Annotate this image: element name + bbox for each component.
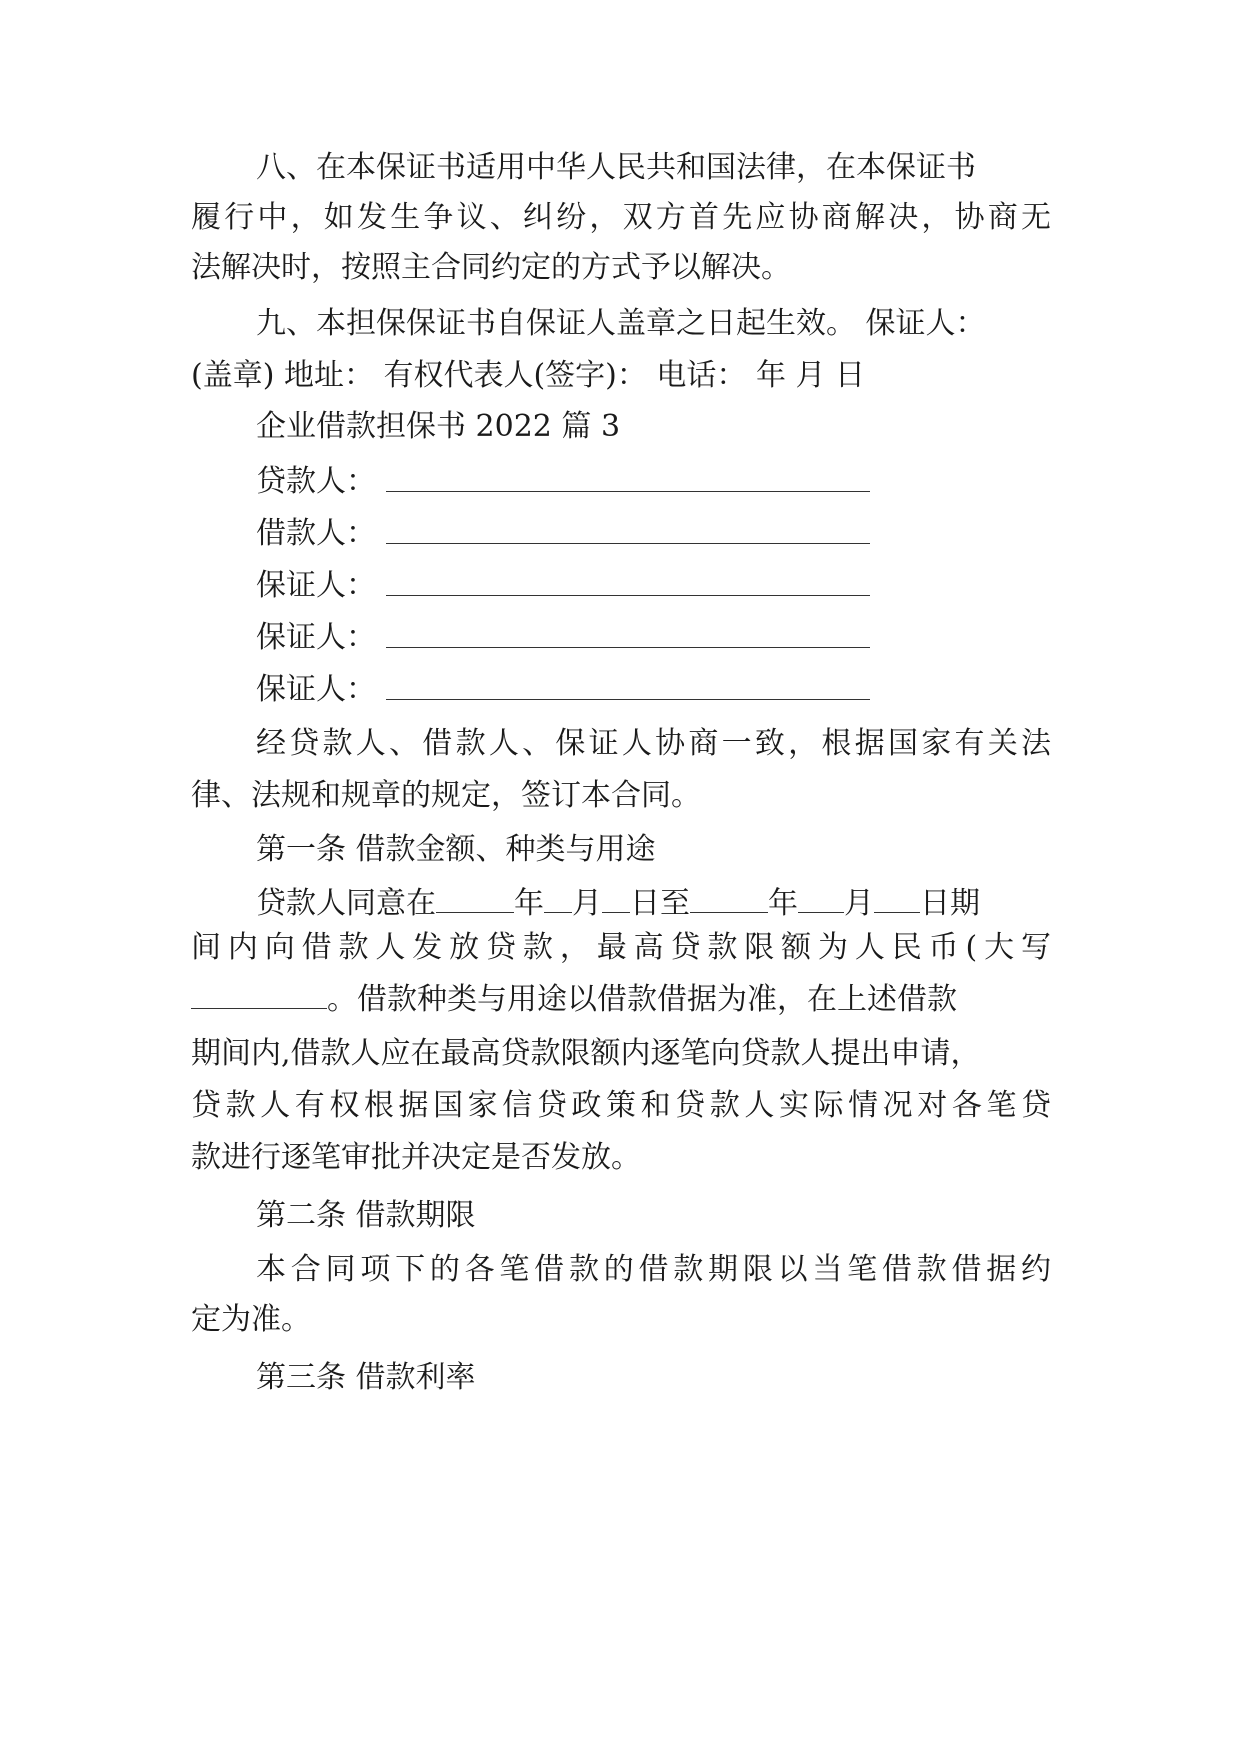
period-nian-1: 年 [514, 886, 544, 921]
blank-month-1 [544, 882, 572, 913]
party-row [256, 614, 1051, 662]
article-two-line-2: 定为准。 [191, 1302, 311, 1337]
blank-year-1 [436, 882, 514, 913]
blank-day-1 [602, 882, 630, 913]
blank-year-2 [690, 882, 768, 913]
intro-line-1: 经贷款人、借款人、保证人协商一致，根据国家有关法 [256, 726, 1051, 761]
blank-day-2 [874, 882, 920, 913]
paragraph-eight-line-2: 履行中，如发生争议、纠纷，双方首先应协商解决，协商无 [191, 200, 1051, 235]
party-blank-guarantor-3 [386, 699, 870, 700]
party-label-lender: 贷款人： [256, 464, 376, 499]
article-one-heading: 第一条 借款金额、种类与用途 [256, 832, 656, 867]
period-prefix: 贷款人同意在 [256, 886, 436, 921]
signature-line: (盖章) 地址： 有权代表人(签字)： 电话： 年 月 日 [191, 358, 866, 393]
paragraph-eight-line-1: 八、在本保证书适用中华人民共和国法律，在本保证书 [256, 150, 976, 185]
party-label-guarantor-1: 保证人： [256, 568, 376, 603]
document-title: 企业借款担保书 2022 篇 3 [256, 409, 621, 444]
article-one-line-4: 期间内,借款人应在最高贷款限额内逐笔向贷款人提出申请， [191, 1036, 981, 1071]
period-yue-2: 月 [844, 886, 874, 921]
party-blank-borrower [386, 543, 870, 544]
party-row [256, 562, 1051, 610]
article-one-line-3-text: 。借款种类与用途以借款借据为准，在上述借款 [327, 982, 957, 1017]
party-row [256, 458, 1051, 506]
article-two-line-1: 本合同项下的各笔借款的借款期限以当笔借款借据约 [256, 1252, 1051, 1287]
article-two-heading: 第二条 借款期限 [256, 1198, 476, 1233]
party-label-guarantor-3: 保证人： [256, 672, 376, 707]
article-one-line-2: 间内向借款人发放贷款，最高贷款限额为人民币(大写 [191, 930, 1051, 965]
party-blank-guarantor-1 [386, 595, 870, 596]
party-blank-guarantor-2 [386, 647, 870, 648]
party-blank-lender [386, 491, 870, 492]
period-ri-zhi: 日至 [630, 886, 690, 921]
period-line [256, 880, 1051, 928]
party-label-guarantor-2: 保证人： [256, 620, 376, 655]
article-one-line-3 [191, 976, 1051, 1024]
blank-amount-uppercase [191, 978, 327, 1009]
article-one-line-6: 款进行逐笔审批并决定是否发放。 [191, 1140, 641, 1175]
blank-month-2 [798, 882, 844, 913]
article-three-heading: 第三条 借款利率 [256, 1360, 476, 1395]
period-ri-qi: 日期 [920, 886, 980, 921]
party-label-borrower: 借款人： [256, 516, 376, 551]
period-nian-2: 年 [768, 886, 798, 921]
paragraph-nine-line-1: 九、本担保保证书自保证人盖章之日起生效。 保证人： [256, 306, 986, 341]
intro-line-2: 律、法规和规章的规定，签订本合同。 [191, 778, 701, 813]
paragraph-eight-line-3: 法解决时，按照主合同约定的方式予以解决。 [191, 250, 791, 285]
article-one-line-5: 贷款人有权根据国家信贷政策和贷款人实际情况对各笔贷 [191, 1088, 1051, 1123]
party-row [256, 510, 1051, 558]
period-yue-1: 月 [572, 886, 602, 921]
party-row [256, 666, 1051, 714]
